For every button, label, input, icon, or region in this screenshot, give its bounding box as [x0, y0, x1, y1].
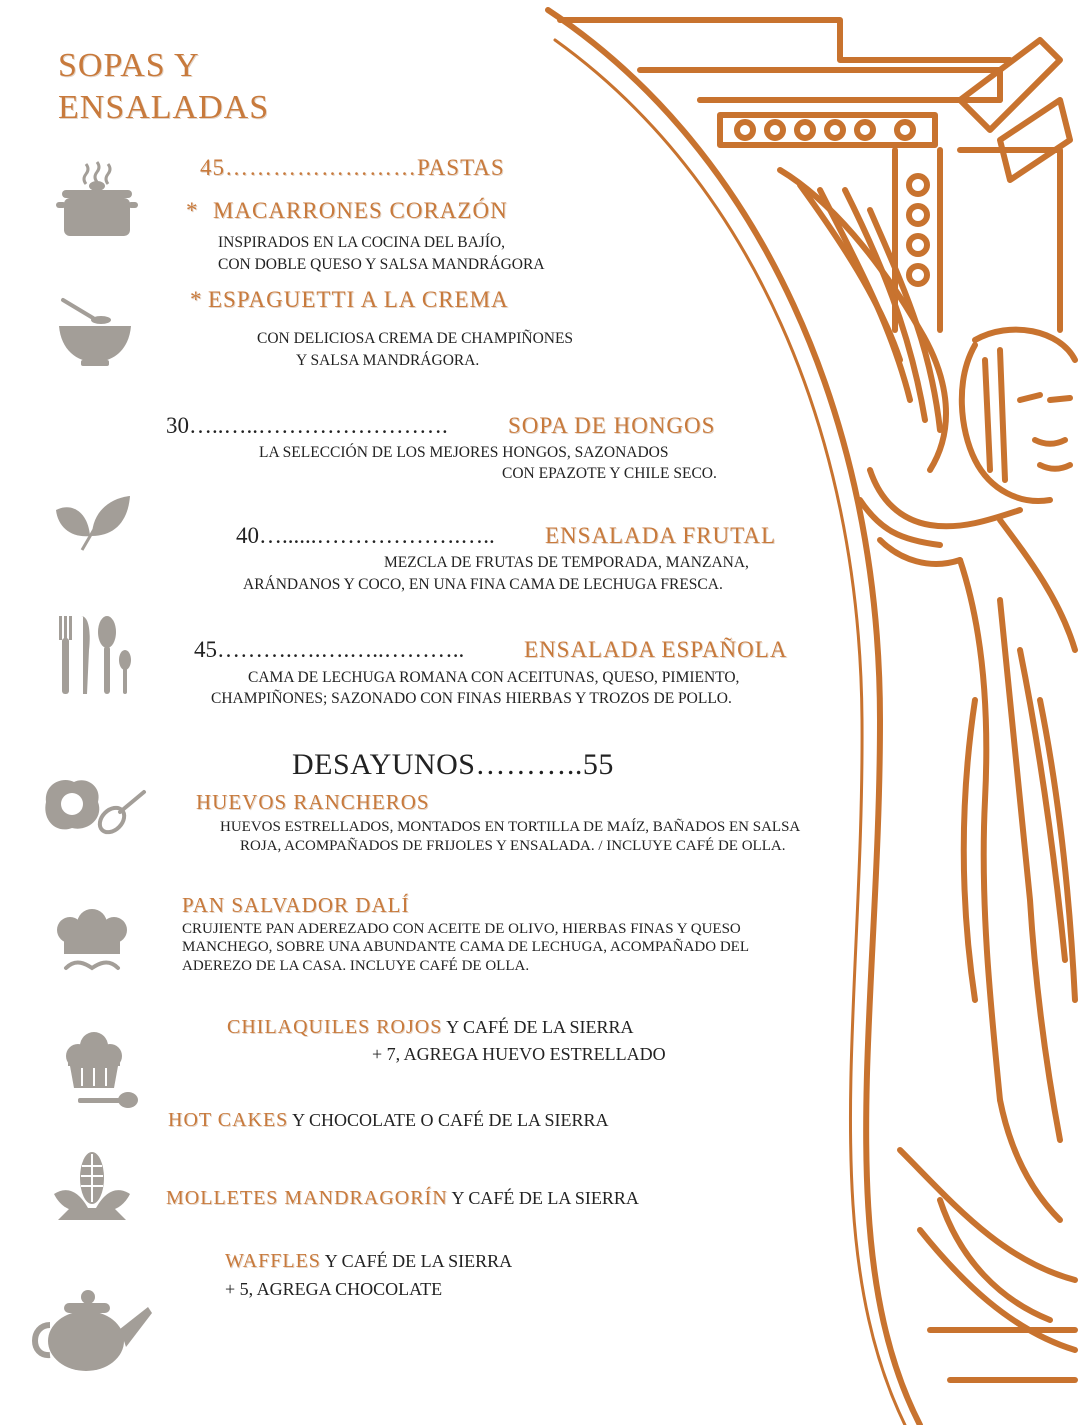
pan-salvador-dali-desc-line3: ADEREZO DE LA CASA. INCLUYE CAFÉ DE OLLA. [182, 958, 530, 974]
ensalada-espanola-desc-line1: CAMA DE LECHUGA ROMANA CON ACEITUNAS, QUESO, PIMIENTO, [248, 669, 740, 686]
section-title-line2: ENSALADAS [58, 89, 270, 126]
molletes-line [166, 1187, 639, 1210]
waffles-suffix: Y CAFÉ DE LA SIERRA [320, 1251, 513, 1271]
hotcakes-line [168, 1109, 609, 1132]
ensalada-espanola-desc-line2: CHAMPIÑONES; SAZONADO CON FINAS HIERBAS Y TROZOS DE POLLO. [211, 690, 732, 707]
sopa-hongos-desc-line2: CON EPAZOTE Y CHILE SECO. [502, 465, 717, 482]
chilaquiles-line [227, 1016, 634, 1039]
macarrones-name: MACARRONES CORAZÓN [213, 198, 508, 223]
leaves-icon [52, 492, 132, 552]
huevos-rancheros-desc-line1: HUEVOS ESTRELLADOS, MONTADOS EN TORTILLA DE MAÍZ, BAÑADOS EN SALSA [220, 819, 801, 835]
espaguetti-desc-line1: CON DELICIOSA CREMA DE CHAMPIÑONES [257, 330, 574, 347]
pan-salvador-dali-desc-line1: CRUJIENTE PAN ADEREZADO CON ACEITE DE OLIVO, HIERBAS FINAS Y QUESO [182, 921, 741, 937]
waffles-name: WAFFLES [225, 1250, 321, 1272]
macarrones-star: * [186, 198, 199, 223]
ensalada-espanola-name: ENSALADA ESPAÑOLA [524, 637, 788, 662]
molletes-suffix: Y CAFÉ DE LA SIERRA [447, 1188, 639, 1208]
huevos-rancheros-name: HUEVOS RANCHEROS [196, 790, 430, 814]
fried-egg-whisk-icon [40, 772, 150, 842]
waffles-line [225, 1250, 512, 1273]
pan-salvador-dali-name: PAN SALVADOR DALÍ [182, 893, 410, 917]
espaguetti-star: * [190, 287, 203, 312]
chilaquiles-suffix: Y CAFÉ DE LA SIERRA [442, 1017, 634, 1037]
waffles-extra: + 5, AGREGA CHOCOLATE [225, 1279, 443, 1299]
sopa-hongos-desc-line1: LA SELECCIÓN DE LOS MEJORES HONGOS, SAZONADOS [259, 444, 669, 461]
ensalada-frutal-price: 40…......……………….….. [236, 523, 495, 548]
hotcakes-name: HOT CAKES [168, 1109, 289, 1131]
cutlery-icon [55, 612, 135, 697]
chef-hat-icon [52, 908, 132, 978]
macarrones-desc-line2: CON DOBLE QUESO Y SALSA MANDRÁGORA [218, 256, 545, 273]
ensalada-frutal-desc-line1: MEZCLA DE FRUTAS DE TEMPORADA, MANZANA, [384, 554, 749, 571]
chilaquiles-extra: + 7, AGREGA HUEVO ESTRELLADO [372, 1044, 666, 1064]
teapot-icon [28, 1285, 153, 1375]
sopa-hongos-name: SOPA DE HONGOS [508, 413, 716, 438]
espaguetti-desc-line2: Y SALSA MANDRÁGORA. [296, 352, 480, 369]
espaguetti-name: ESPAGUETTI A LA CREMA [208, 287, 509, 312]
ensalada-frutal-desc-line2: ARÁNDANOS Y COCO, EN UNA FINA CAMA DE LECHUGA FRESCA. [243, 576, 723, 593]
desayunos-header: DESAYUNOS………..55 [292, 748, 614, 781]
hotcakes-suffix: Y CHOCOLATE O CAFÉ DE LA SIERRA [288, 1110, 609, 1130]
cupcake-spoon-icon [60, 1030, 140, 1115]
bowl-spoon-icon [55, 292, 135, 372]
pan-salvador-dali-desc-line2: MANCHEGO, SOBRE UNA ABUNDANTE CAMA DE LECHUGA, ACOMPAÑADO DEL [182, 939, 749, 955]
macarrones-desc-line1: INSPIRADOS EN LA COCINA DEL BAJÍO, [218, 234, 506, 251]
chilaquiles-name: CHILAQUILES ROJOS [227, 1016, 443, 1038]
pastas-header: 45……………………PASTAS [200, 155, 505, 180]
huevos-rancheros-desc-line2: ROJA, ACOMPAÑADOS DE FRIJOLES Y ENSALADA. / INCLUYE CAFÉ DE OLLA. [240, 838, 786, 854]
sopa-hongos-price: 30…..…..……………………. [166, 413, 448, 438]
ensalada-espanola-price: 45……….….….…..……….. [194, 637, 465, 662]
corn-icon [52, 1150, 132, 1222]
section-title-line1: SOPAS Y [58, 47, 200, 84]
molletes-name: MOLLETES MANDRAGORÍN [166, 1187, 448, 1209]
cooking-pot-icon [52, 160, 142, 240]
ensalada-frutal-name: ENSALADA FRUTAL [545, 523, 777, 548]
